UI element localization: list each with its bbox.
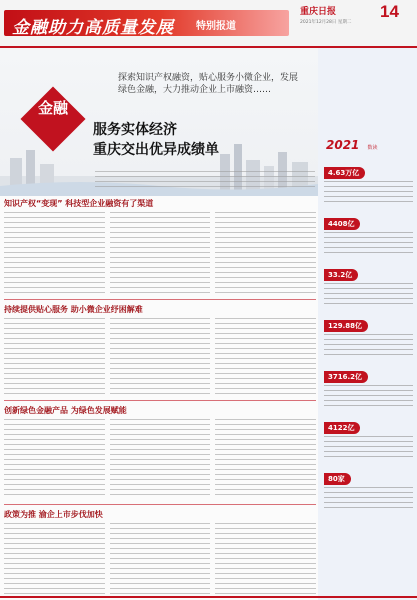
data-value-pill: 80家 xyxy=(324,473,351,485)
text-column xyxy=(110,318,211,396)
text-column xyxy=(110,523,211,597)
date-line: 2021年12月28日 星期二 xyxy=(300,20,352,25)
section-divider xyxy=(4,504,316,505)
text-column xyxy=(110,212,211,294)
article-section xyxy=(4,405,316,501)
data-value-pill: 129.88亿 xyxy=(324,320,368,332)
data-value-pill: 4408亿 xyxy=(324,218,360,230)
text-column xyxy=(110,419,211,499)
badge-text: 金融 xyxy=(37,99,68,117)
sidebar-heading xyxy=(326,134,410,152)
section-heading: 持续提供贴心服务 助小微企业纾困解难 xyxy=(4,305,143,314)
data-item-text xyxy=(324,487,413,511)
data-sidebar xyxy=(318,48,417,600)
sidebar-year: 2021 xyxy=(326,138,360,152)
page-header xyxy=(0,0,417,48)
data-item xyxy=(324,466,413,511)
section-banner xyxy=(4,10,289,36)
banner-subtitle: 特别报道 xyxy=(196,21,236,32)
text-column xyxy=(4,318,105,396)
data-item-text xyxy=(324,181,413,205)
hero-area xyxy=(0,48,318,196)
data-value-pill: 3716.2亿 xyxy=(324,371,368,383)
data-item-text xyxy=(324,334,413,358)
data-value-pill: 4122亿 xyxy=(324,422,360,434)
page-number: 14 xyxy=(380,2,399,21)
data-item xyxy=(324,364,413,409)
text-column xyxy=(4,212,105,294)
data-item xyxy=(324,211,413,256)
section-heading: 知识产权“变现” 科技型企业融资有了渠道 xyxy=(4,199,154,208)
data-item xyxy=(324,415,413,460)
hero-intro: 探索知识产权融资，贴心服务小微企业，发展绿色金融，大力推动企业上市融资…… xyxy=(118,73,299,95)
text-column xyxy=(215,318,316,396)
article-section xyxy=(4,304,316,397)
text-column xyxy=(215,523,316,597)
data-item-text xyxy=(324,232,413,256)
section-heading: 政策为推 渝企上市步伐加快 xyxy=(4,510,103,519)
data-item-text xyxy=(324,436,413,460)
lead-paragraph xyxy=(95,171,315,189)
data-item xyxy=(324,160,413,205)
text-column xyxy=(4,523,105,597)
text-column xyxy=(215,212,316,294)
headline-line-2: 重庆交出优异成绩单 xyxy=(93,142,219,158)
article-section xyxy=(4,198,316,296)
headline-line-1: 服务实体经济 xyxy=(93,122,177,138)
data-item-text xyxy=(324,283,413,307)
text-column xyxy=(4,419,105,499)
section-divider xyxy=(4,299,316,300)
data-value-pill: 33.2亿 xyxy=(324,269,358,281)
data-value-pill: 4.63万亿 xyxy=(324,167,365,179)
data-item xyxy=(324,262,413,307)
data-item-text xyxy=(324,385,413,409)
banner-title: 金融助力高质量发展 xyxy=(12,18,174,38)
main-headline xyxy=(93,120,313,160)
article-section xyxy=(4,509,316,599)
lead-text-lines xyxy=(95,171,315,189)
newspaper-logo: 重庆日报 xyxy=(300,7,337,17)
text-column xyxy=(215,419,316,499)
sidebar-items xyxy=(324,160,413,517)
article-body xyxy=(4,198,316,596)
sidebar-label: 数读 xyxy=(367,145,378,151)
section-divider xyxy=(4,400,316,401)
section-heading: 创新绿色金融产品 为绿色发展赋能 xyxy=(4,406,127,415)
data-item xyxy=(324,313,413,358)
footer-rule xyxy=(0,596,417,598)
